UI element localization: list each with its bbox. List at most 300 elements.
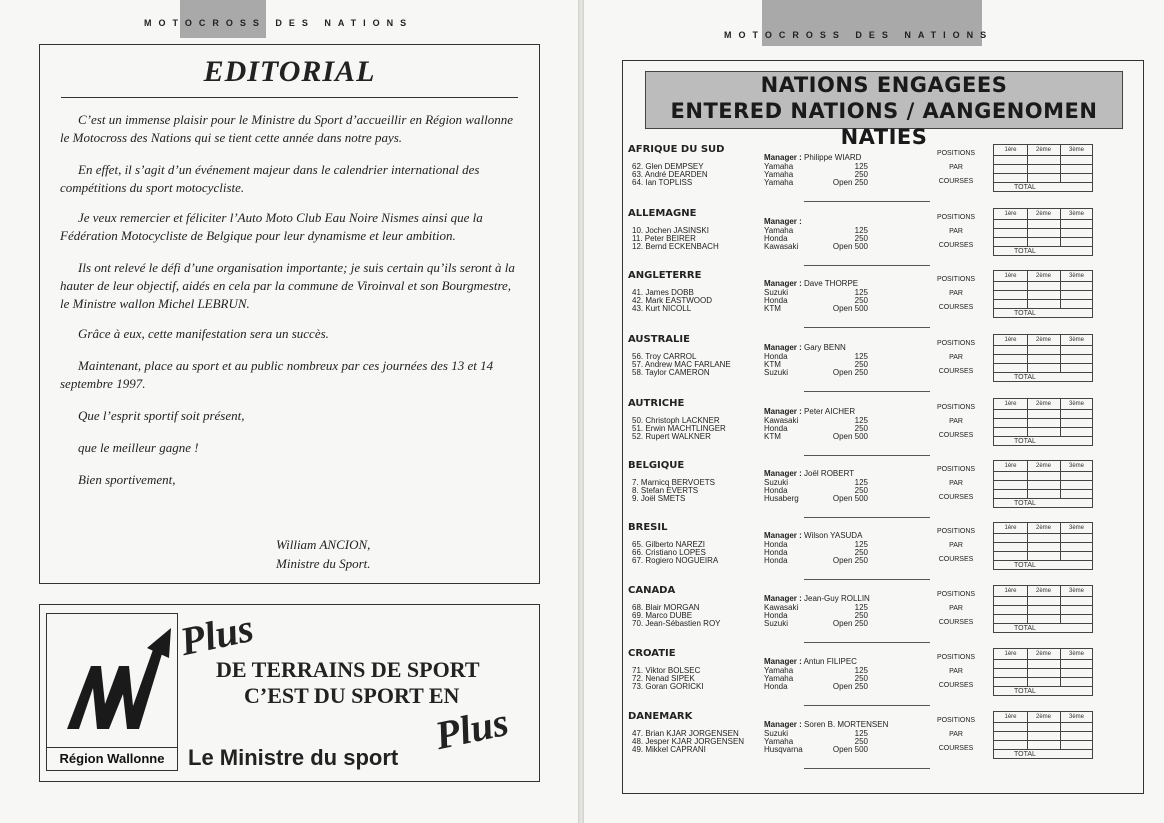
rider-number: 51. [632,424,644,433]
region-logo [46,613,178,771]
rider-number: 62. [632,162,644,171]
courses-label: COURSES [938,494,974,501]
page-header [144,18,413,32]
rider-number: 43. [632,304,644,313]
nations-title [645,71,1123,149]
rider-number: 72. [632,674,644,683]
rider-bike: Honda [764,234,788,243]
rider-class: Open 250 [832,682,868,691]
rider-class: 250 [854,737,868,746]
rider-class: 250 [854,424,868,433]
rider-name: Nenad SIPEK [645,674,695,683]
rider-class: 125 [854,540,868,549]
manager-label: Manager : [764,720,802,729]
manager [764,343,846,352]
positions-label: POSITIONS [936,717,976,724]
score-grid [993,585,1093,633]
rider-name: Joël SMETS [640,494,686,503]
rider-name: Erwin MACHTLINGER [645,424,726,433]
manager-label: Manager : [764,343,802,352]
rider-bike: Kawasaki [764,603,799,612]
signature-name: William ANCION, [276,537,371,552]
rider-class: Open 250 [832,556,868,565]
rider-class: Open 500 [832,494,868,503]
manager-label: Manager : [764,657,802,666]
manager-name: Philippe WIARD [804,153,862,162]
header-text: MOTOCROSS DES NATIONS [144,18,414,28]
grid-line [994,749,1092,750]
rider-class: 125 [854,603,868,612]
grid-total: TOTAL [1014,751,1036,758]
nation-block [628,208,1130,270]
grid-header-third: 3ème [1068,273,1084,279]
ad-headline: DE TERRAINS DE SPORT [216,657,480,682]
advertisement [39,604,540,782]
par-label: PAR [949,354,963,361]
rider-name: Andrew MAC FARLANE [644,360,731,369]
page-header [724,30,993,44]
grid-line [994,542,1092,543]
rider-number: 50. [632,416,644,425]
rider-number: 9. [632,494,639,503]
score-grid [993,522,1093,570]
positions-label: POSITIONS [936,404,976,411]
rider-bike: Yamaha [764,162,794,171]
score-grid [993,711,1093,759]
courses-label: COURSES [938,368,974,375]
par-label: PAR [949,731,963,738]
rider-bike: Yamaha [764,737,794,746]
nation-name: AUSTRALIE [628,334,690,345]
grid-header-second: 2ème [1035,337,1051,343]
positions-label: POSITIONS [936,214,976,221]
rider-bike: KTM [764,432,781,441]
rider-number: 70. [632,619,644,628]
manager-name: Wilson YASUDA [804,531,863,540]
nation-block [628,648,1130,710]
rider-name: Goran GORICKI [645,682,704,691]
rider-bike: Honda [764,611,788,620]
rider-name: Taylor CAMERON [645,368,710,377]
grid-line [994,436,1092,437]
score-grid [993,460,1093,508]
rider-bike: Honda [764,548,788,557]
rider-number: 56. [632,352,644,361]
grid-line [994,246,1092,247]
grid-total: TOTAL [1014,500,1036,507]
nation-rule [804,391,930,392]
rider-name: Glen DEMPSEY [645,162,704,171]
rider-name: Stefan EVERTS [640,486,699,495]
rider-row [632,368,868,377]
rider-number: 67. [632,556,644,565]
grid-line [994,173,1092,174]
grid-total: TOTAL [1014,184,1036,191]
plus-script: Plus [431,698,513,759]
rider-number: 71. [632,666,644,675]
rider-name: Bernd ECKENBACH [645,242,719,251]
rider-bike: Honda [764,682,788,691]
nation-block [628,334,1130,396]
rider-number: 57. [632,360,644,369]
grid-header-third: 3ème [1068,714,1084,720]
manager-name: Dave THORPE [804,279,859,288]
rider-number: 52. [632,432,644,441]
rider-name: Rupert WALKNER [645,432,711,441]
manager [764,594,870,603]
grid-header-first: 1ère [1004,714,1017,720]
rider-name: Mikkel CAPRANI [645,745,706,754]
grid-header-first: 1ère [1004,588,1017,594]
rider-number: 68. [632,603,644,612]
manager-label: Manager : [764,279,802,288]
manager [764,469,854,478]
nation-rule [804,517,930,518]
courses-label: COURSES [938,619,974,626]
grid-line [994,731,1092,732]
nation-rule [804,265,930,266]
grid-header-second: 2ème [1035,211,1051,217]
grid-line [994,290,1092,291]
rider-class: 250 [854,674,868,683]
rider-bike: Suzuki [764,478,789,487]
rider-name: Peter BEIRER [644,234,696,243]
courses-label: COURSES [938,432,974,439]
rider-bike: Yamaha [764,170,794,179]
editorial-paragraph: En effet, il s’agit d’un événement majeur dans le calendrier international des compétitions du sport motocycliste. [60,162,480,195]
rider-class: 250 [854,486,868,495]
grid-line [994,740,1092,741]
nation-rule [804,579,930,580]
manager [764,531,862,540]
courses-label: COURSES [938,682,974,689]
rider-number: 8. [632,486,639,495]
grid-header-first: 1ère [1004,525,1017,531]
editorial-box [39,44,540,584]
rider-number: 63. [632,170,644,179]
manager-name: Soren B. MORTENSEN [804,720,889,729]
rider-bike: Yamaha [764,666,794,675]
grid-total: TOTAL [1014,625,1036,632]
positions-label: POSITIONS [936,654,976,661]
manager-name: Joël ROBERT [804,469,855,478]
rider-class: 125 [854,729,868,738]
rider-class: Open 500 [832,432,868,441]
rider-number: 64. [632,178,644,187]
grid-total: TOTAL [1014,310,1036,317]
rider-row [632,556,868,565]
editorial-paragraph: Je veux remercier et féliciter l’Auto Moto Club Eau Noire Nismes ainsi que la Fédération Motocycliste de Belgique pour leur dynamisme et leur ambition. [60,210,483,243]
grid-header-first: 1ère [1004,211,1017,217]
rider-bike: Suzuki [764,288,789,297]
positions-label: POSITIONS [936,528,976,535]
grid-header-second: 2ème [1035,401,1051,407]
nation-rule [804,455,930,456]
manager [764,217,802,226]
grid-header-first: 1ère [1004,401,1017,407]
manager-label: Manager : [764,531,802,540]
courses-label: COURSES [938,556,974,563]
rider-bike: Yamaha [764,178,794,187]
par-label: PAR [949,542,963,549]
rider-number: 66. [632,548,644,557]
rider-bike: KTM [764,360,781,369]
positions-label: POSITIONS [936,466,976,473]
grid-line [994,686,1092,687]
courses-label: COURSES [938,304,974,311]
rider-bike: Suzuki [764,619,789,628]
editorial-title: EDITORIAL [203,55,376,88]
par-label: PAR [949,164,963,171]
grid-line [994,668,1092,669]
rider-name: Troy CARROL [645,352,697,361]
nation-name: DANEMARK [628,711,693,722]
rider-name: André DEARDEN [644,170,708,179]
rider-number: 12. [632,242,644,251]
rider-number: 69. [632,611,644,620]
nation-name: BRESIL [628,522,668,533]
manager [764,720,888,729]
nation-block [628,144,1130,206]
grid-header-third: 3ème [1068,651,1084,657]
manager-name: Antun FILIPEC [803,657,857,666]
courses-label: COURSES [938,242,974,249]
manager-label: Manager : [764,407,802,416]
score-grid [993,144,1093,192]
grid-header-third: 3ème [1068,337,1084,343]
grid-header-second: 2ème [1035,588,1051,594]
logo-label: Région Wallonne [47,747,177,770]
ad-headline: C’EST DU SPORT EN [244,683,460,708]
manager [764,407,855,416]
rider-bike: Suzuki [764,729,789,738]
rider-number: 73. [632,682,644,691]
nation-rule [804,327,930,328]
rider-number: 47. [632,729,644,738]
manager [764,153,861,162]
rider-class: Open 250 [832,619,868,628]
rider-bike: Yamaha [764,674,794,683]
rider-bike: Husqvarna [764,745,803,754]
rider-bike: Honda [764,296,788,305]
grid-header-second: 2ème [1035,525,1051,531]
nation-name: ANGLETERRE [628,270,702,281]
rider-name: Mark EASTWOOD [645,296,713,305]
positions-label: POSITIONS [936,340,976,347]
manager-label: Manager : [764,469,802,478]
grid-line [994,299,1092,300]
par-label: PAR [949,418,963,425]
grid-line [994,363,1092,364]
rider-name: Cristiano LOPES [645,548,706,557]
manager [764,657,857,666]
rider-row [632,745,868,754]
grid-line [994,228,1092,229]
grid-line [994,605,1092,606]
editorial-paragraph: Ils ont relevé le défi d’une organisation importante; je suis certain qu’ils seront à la hauter de leur objectif, aidés en cela par la commune de Viroinval et son Bourgmestre, le Ministre wallon Michel LEBRUN. [60,260,515,311]
rider-class: 125 [854,352,868,361]
rider-number: 11. [632,234,643,243]
nation-name: BELGIQUE [628,460,685,471]
rider-name: Marco DUBE [645,611,693,620]
rider-class: 250 [854,548,868,557]
score-grid [993,398,1093,446]
nation-rule [804,201,930,202]
rider-row [632,304,868,313]
editorial-paragraph: C’est un immense plaisir pour le Ministre du Sport d’accueillir en Région wallonne le Motocross des Nations qui se tient cette année dans notre pays. [60,112,513,145]
grid-line [994,677,1092,678]
nation-rule [804,642,930,643]
grid-header-third: 3ème [1068,211,1084,217]
grid-header-first: 1ère [1004,147,1017,153]
grid-total: TOTAL [1014,562,1036,569]
rider-name: Jochen JASINSKI [645,226,709,235]
grid-header-first: 1ère [1004,463,1017,469]
grid-line [994,560,1092,561]
score-grid [993,208,1093,256]
rider-number: 7. [632,478,639,487]
grid-header-third: 3ème [1068,401,1084,407]
nation-name: AFRIQUE DU SUD [628,144,725,155]
positions-label: POSITIONS [936,276,976,283]
header-text: MOTOCROSS DES NATIONS [724,30,994,40]
rider-class: 125 [854,162,868,171]
editorial-paragraph: Maintenant, place au sport et au public nombreux par ces journées des 13 et 14 septembre 1997. [60,358,494,391]
grid-total: TOTAL [1014,688,1036,695]
grid-line [994,623,1092,624]
par-label: PAR [949,290,963,297]
editorial-paragraph: Bien sportivement, [78,472,176,487]
grid-header-second: 2ème [1035,651,1051,657]
rider-row [632,682,868,691]
courses-label: COURSES [938,178,974,185]
grid-header-first: 1ère [1004,337,1017,343]
rider-bike: Kawasaki [764,416,799,425]
rider-bike: Yamaha [764,226,794,235]
manager-label: Manager : [764,153,802,162]
rider-name: Marnicq BERVOETS [640,478,716,487]
rider-name: Jean-Sébastien ROY [645,619,721,628]
grid-header-second: 2ème [1035,147,1051,153]
grid-header-third: 3ème [1068,463,1084,469]
grid-header-third: 3ème [1068,588,1084,594]
grid-header-third: 3ème [1068,147,1084,153]
par-label: PAR [949,480,963,487]
nation-rule [804,768,930,769]
rider-number: 41. [632,288,644,297]
rider-row [632,432,868,441]
editorial-paragraph: que le meilleur gagne ! [78,440,199,455]
nation-block [628,585,1130,647]
grid-total: TOTAL [1014,438,1036,445]
rider-name: Christoph LACKNER [645,416,720,425]
rider-bike: Honda [764,424,788,433]
manager [764,279,858,288]
grid-header-second: 2ème [1035,463,1051,469]
grid-header-second: 2ème [1035,273,1051,279]
ad-minister: Le Ministre du sport [188,745,399,770]
rider-class: 250 [854,611,868,620]
grid-line [994,498,1092,499]
nation-block [628,522,1130,584]
left-page [0,0,578,823]
par-label: PAR [949,228,963,235]
rider-bike: Suzuki [764,368,789,377]
w-logo-icon [47,614,177,748]
editorial-paragraph: Grâce à eux, cette manifestation sera un succès. [78,326,329,341]
rider-class: Open 250 [832,368,868,377]
rider-bike: KTM [764,304,781,313]
rider-bike: Honda [764,540,788,549]
grid-line [994,480,1092,481]
rider-bike: Kawasaki [764,242,799,251]
manager-label: Manager : [764,217,802,226]
rider-number: 42. [632,296,644,305]
grid-line [994,372,1092,373]
grid-line [994,489,1092,490]
nation-block [628,711,1130,773]
positions-label: POSITIONS [936,591,976,598]
rider-bike: Honda [764,486,788,495]
grid-header-third: 3ème [1068,525,1084,531]
manager-name: Jean-Guy ROLLIN [804,594,870,603]
rider-class: 125 [854,478,868,487]
positions-label: POSITIONS [936,150,976,157]
rider-name: Jesper KJAR JORGENSEN [645,737,745,746]
editorial-paragraph: Que l’esprit sportif soit présent, [78,408,245,423]
rider-bike: Honda [764,352,788,361]
score-grid [993,648,1093,696]
grid-line [994,308,1092,309]
rider-class: Open 500 [832,745,868,754]
rider-class: 250 [854,296,868,305]
rider-class: 250 [854,170,868,179]
nation-block [628,460,1130,522]
rider-name: Kurt NICOLL [645,304,692,313]
grid-line [994,418,1092,419]
grid-line [994,354,1092,355]
grid-line [994,614,1092,615]
score-grid [993,270,1093,318]
rider-class: 125 [854,226,868,235]
rider-name: Viktor BOLSEC [645,666,701,675]
grid-total: TOTAL [1014,374,1036,381]
manager-name: Gary BENN [804,343,846,352]
rider-class: 125 [854,416,868,425]
rider-class: 125 [854,666,868,675]
rider-row [632,242,868,251]
title-line: ENTERED NATIONS / AANGENOMEN NATIES [670,99,1098,149]
rider-number: 48. [632,737,644,746]
nation-block [628,270,1130,332]
grid-line [994,427,1092,428]
rider-number: 49. [632,745,644,754]
rider-row [632,178,868,187]
rider-class: 250 [854,360,868,369]
rider-row [632,494,868,503]
grid-line [994,164,1092,165]
rider-name: Ian TOPLISS [645,178,693,187]
plus-script: Plus [176,604,258,665]
rider-name: Rogiero NOGUEIRA [645,556,719,565]
grid-header-first: 1ère [1004,651,1017,657]
right-page [584,0,1164,823]
nation-name: CANADA [628,585,676,596]
nation-block [628,398,1130,460]
rider-name: Brian KJAR JORGENSEN [645,729,739,738]
rider-number: 58. [632,368,644,377]
rider-name: James DOBB [645,288,694,297]
